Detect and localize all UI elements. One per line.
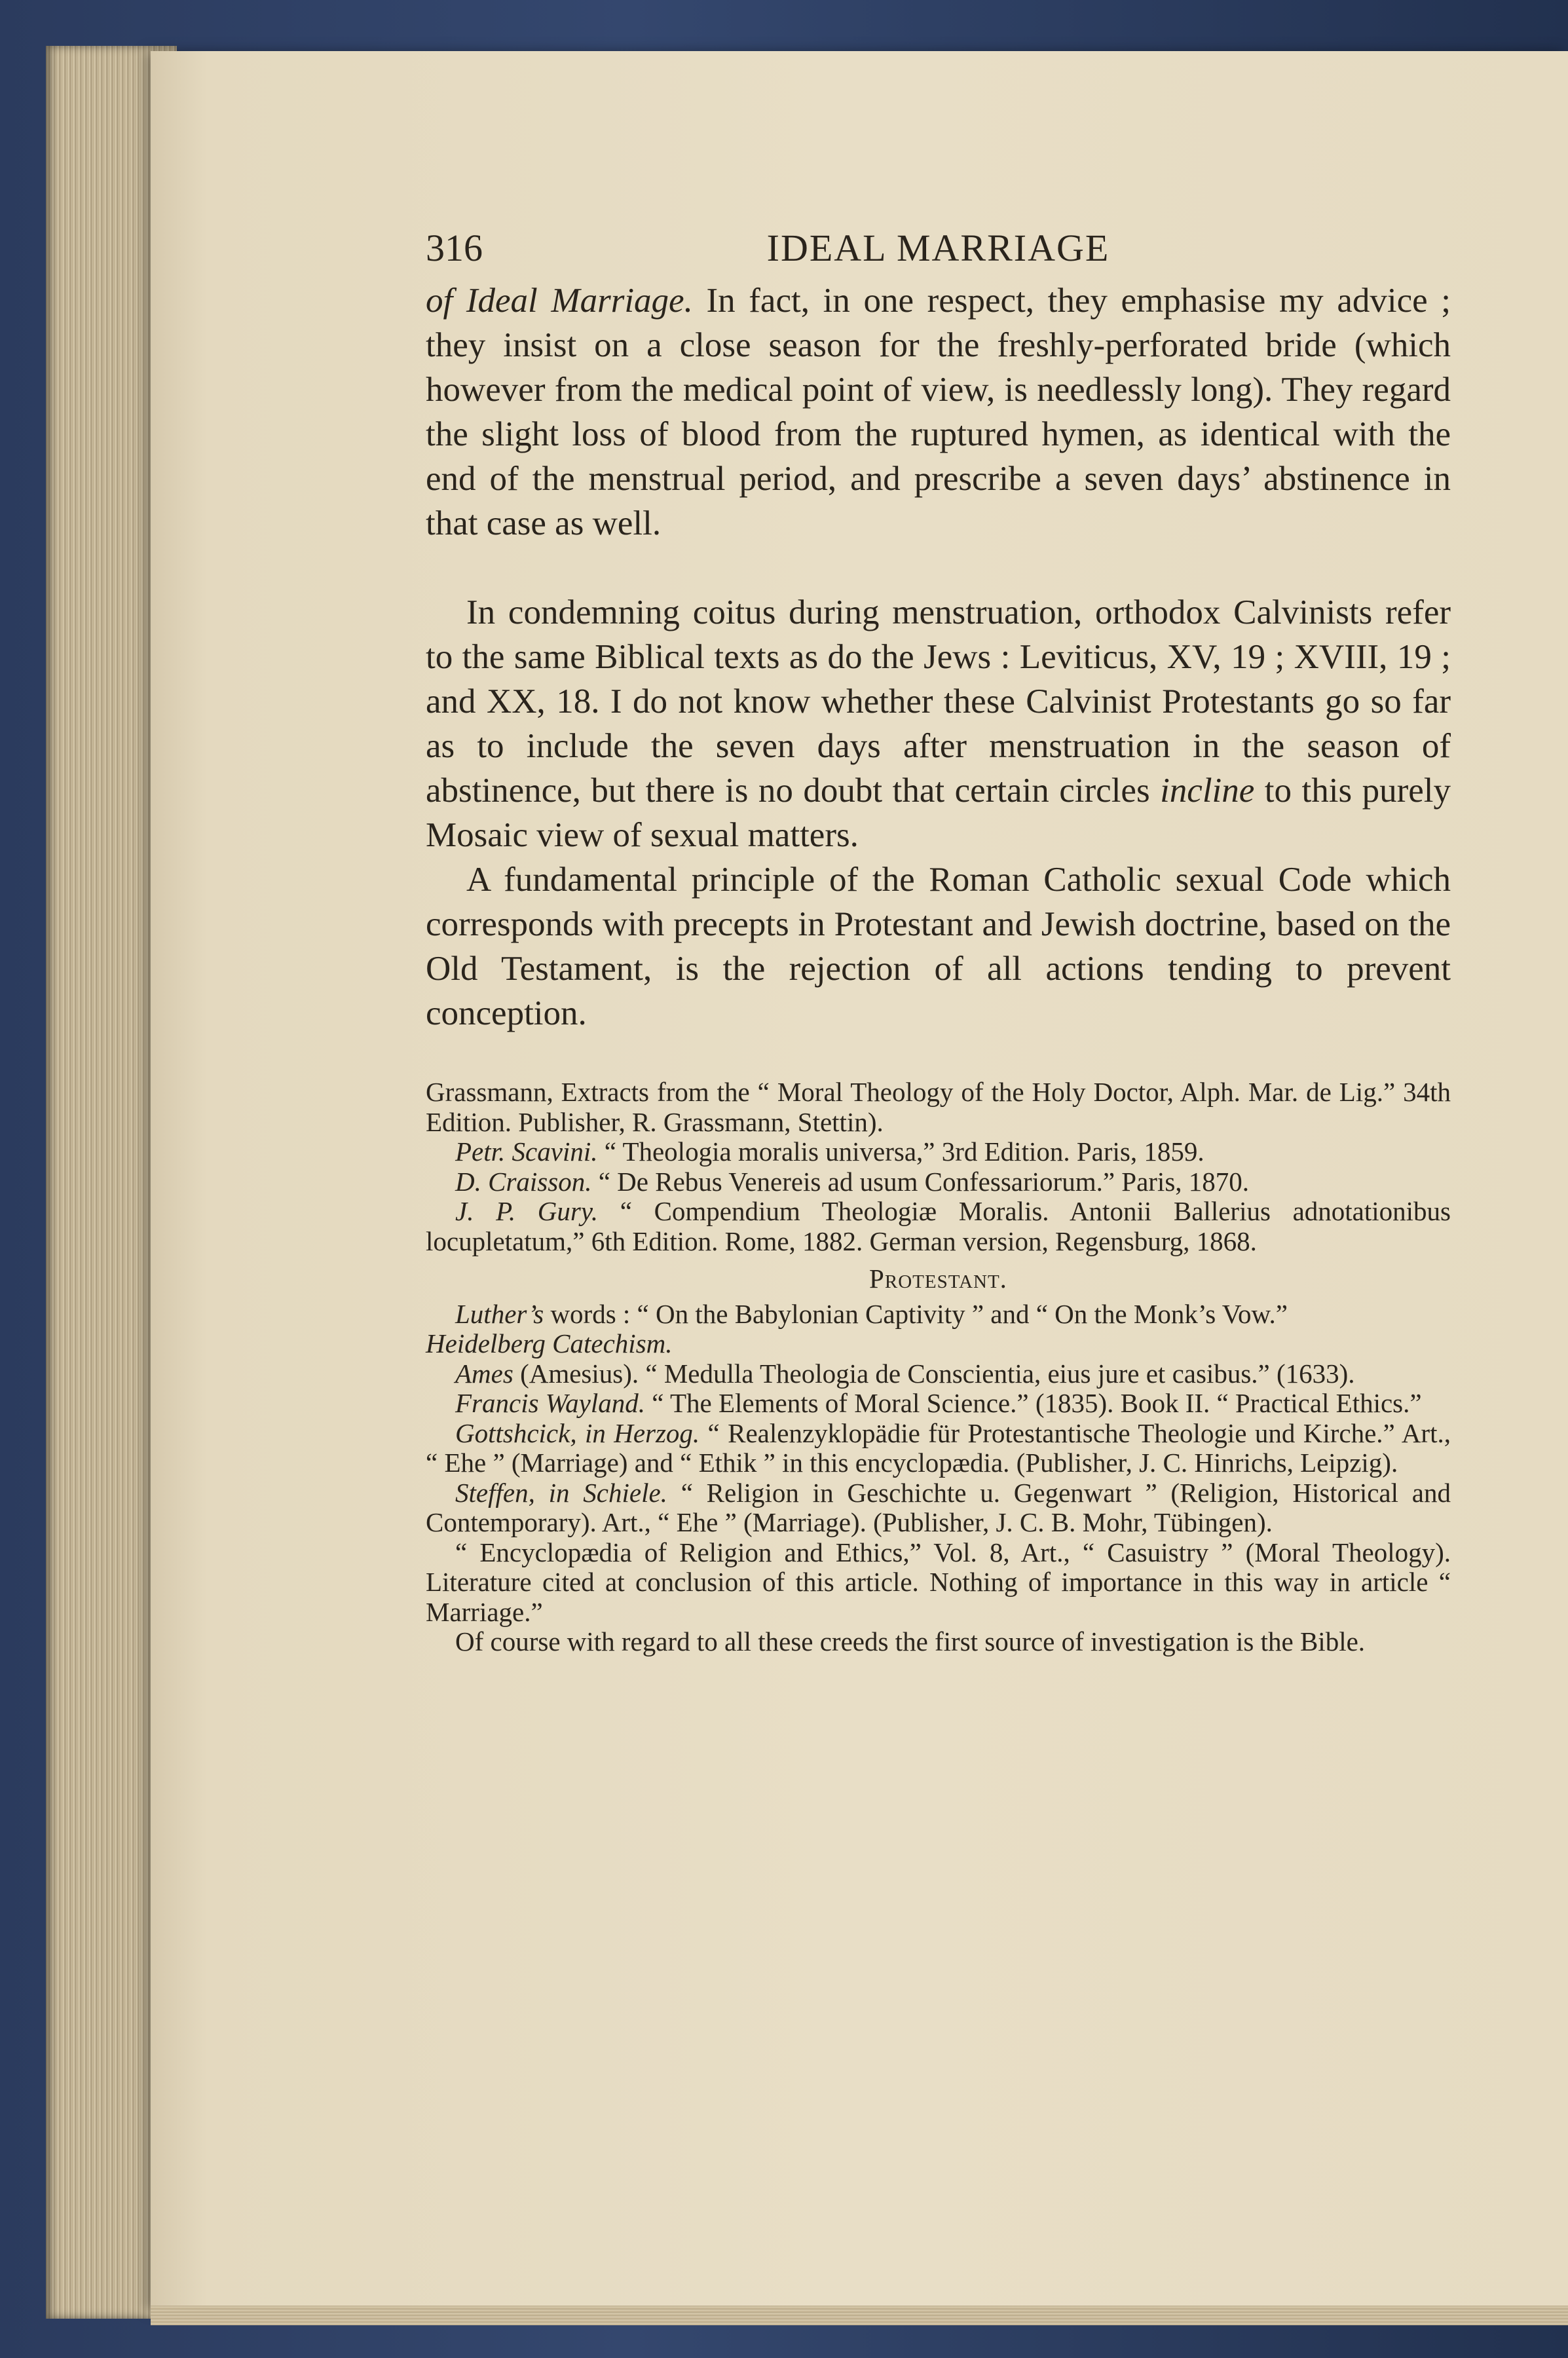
footnote-text: (Amesius). “ Medulla Theologia de Conscientia, eius jure et casibus.” (1633). [513,1358,1355,1389]
footnote-gottshcick [426,1419,1451,1478]
footnote-text: words : “ On the Babylonian Captivity ” and “ On the Monk’s Vow.” [544,1298,1288,1329]
footnote-author: Petr. Scavini. [455,1136,598,1167]
paragraph-2-italic: incline [1160,772,1255,810]
footnote-scavini [426,1137,1451,1167]
footnote-author: J. P. Gury. [455,1196,599,1226]
paragraph-2-text-end: to this purely Mosaic view of sexual matters. [426,772,1451,854]
footnote-author: D. Craisson. [455,1166,592,1197]
footnote-text: “ Compendium Theologiæ Moralis. Antonii Ballerius adnotationibus locupletatum,” 6th Edition. Rome, 1882. German version, Regensburg, 1868. [426,1196,1451,1256]
page-title: IDEAL MARRIAGE [766,227,1110,269]
footnote-author: Ames [455,1358,513,1389]
footnote-text: “ Religion in Geschichte u. Gegenwart ” (Religion, Historical and Contemporary). Art., “ Ehe ” (Marriage). (Publisher, J. C. B. Mohr, Tübingen). [426,1477,1451,1537]
footnote-text: “ Theologia moralis universa,” 3rd Edition. Paris, 1859. [597,1136,1204,1167]
footnote-steffen [426,1478,1451,1538]
footnote-heidelberg: Heidelberg Catechism. [426,1328,673,1358]
paragraph-1-text: In fact, in one respect, they emphasise my advice ; they insist on a close season for the freshly-perforated bride (which however from the medical point of view, is needlessly long). They regard the slight loss of blood from the ruptured hymen, as identical with the end of the menstrual period, and prescribe a seven days’ abstinence in that case as well. [426,282,1451,542]
footnote-bible: Of course with regard to all these creeds the first source of investigation is the Bible. [455,1626,1366,1656]
footnote-luther [426,1300,1451,1330]
body-text [426,278,1451,1036]
footnote-wayland [426,1389,1451,1419]
footnote-encyclopaedia: “ Encyclopædia of Religion and Ethics,” Vol. 8, Art., “ Casuistry ” (Moral Theology). Literature cited at conclusion of this article. Nothing of importance in this way in article “ Marriage.” [426,1537,1451,1627]
footnote-grassmann: Grassmann, Extracts from the “ Moral Theology of the Holy Doctor, Alph. Mar. de Lig.” 34th Edition. Publisher, R. Grassmann, Stettin). [426,1077,1451,1137]
footnote-text: “ Realenzyklopädie für Protestantische Theologie und Kirche.” Art., “ Ehe ” (Marriage) and “ Ethik ” in this encyclopædia. (Publisher, J. C. Hinrichs, Leipzig). [426,1417,1451,1478]
footnote-gury [426,1197,1451,1256]
book-title-italic: of Ideal Marriage. [426,282,693,320]
footnote-ames [426,1359,1451,1389]
running-head [426,226,1451,278]
footnote-text: “ De Rebus Venereis ad usum Confessariorum.” Paris, 1870. [591,1166,1250,1197]
footnote-author: Gottshcick, in Herzog. [455,1417,700,1448]
page-bottom-edges [151,2306,1568,2325]
paragraph-2-text-start: In condemning coitus during menstruation, orthodox Calvinists refer to the same Biblical texts as do the Jews : Leviticus, XV, 19 ; XVIII, 19 ; and XX, 18. I do not know whether these Calvinist Protestants go so far as to include the seven days after menstruation in the season of abstinence, but there is no doubt that certain circles [426,593,1451,810]
footnotes [426,1077,1451,1657]
page-content [426,226,1451,1657]
footnote-author: Francis Wayland. [455,1388,646,1418]
footnote-author: Luther’s [455,1298,544,1329]
section-heading-protestant: Protestant. [869,1263,1007,1294]
paragraph-2 [426,590,1451,857]
paragraph-1 [426,278,1451,546]
paragraph-3: A fundamental principle of the Roman Catholic sexual Code which corresponds with precepts in Protestant and Jewish doctrine, based on the Old Testament, is the rejection of all actions tending to prevent conception. [426,861,1451,1032]
footnote-craisson [426,1167,1451,1197]
footnote-author: Steffen, in Schiele. [455,1477,667,1508]
footnote-text: “ The Elements of Moral Science.” (1835). Book II. “ Practical Ethics.” [645,1388,1422,1418]
page-number: 316 [426,227,483,269]
